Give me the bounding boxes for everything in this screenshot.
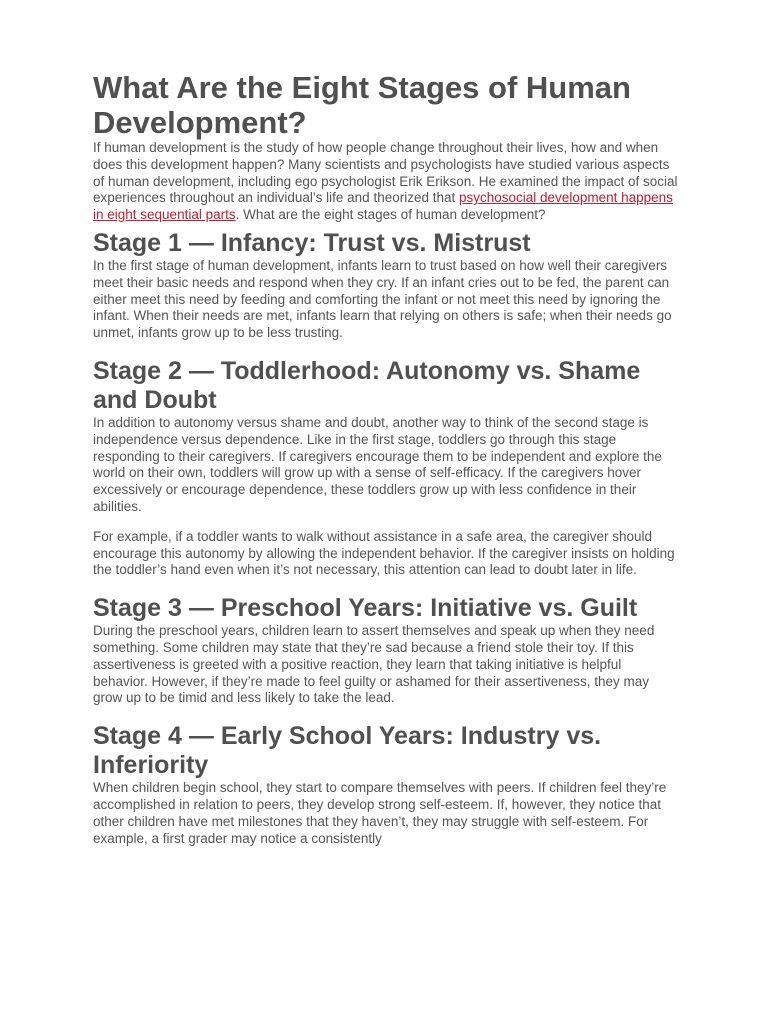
intro-paragraph [93, 140, 678, 224]
stage-1-paragraph-1: In the first stage of human development, infants learn to trust based on how well their caregivers meet their basic needs and respond when they cry. If an infant cries out to be fed, the parent can either meet this need by feeding and comforting the infant or not meet this need by ignoring the infant. When their needs are met, infants learn that relying on others is safe; when their needs go unmet, infants grow up to be less trusting. [93, 257, 672, 341]
stage-3-section [93, 594, 678, 707]
stage-2-section [93, 357, 678, 579]
stage-2-heading: Stage 2 — Toddlerhood: Autonomy vs. Shame and Doubt [93, 356, 641, 414]
stage-4-heading: Stage 4 — Early School Years: Industry vs. Inferiority [93, 722, 602, 780]
stage-4-section [93, 722, 678, 847]
stage-1-heading: Stage 1 — Infancy: Trust vs. Mistrust [93, 228, 531, 257]
stage-4-paragraph-1: When children begin school, they start to compare themselves with peers. If children feel they’re accomplished in relation to peers, they develop strong self-esteem. If, however, they notice that other children have met milestones that they haven’t, they may struggle with self-esteem. For example, a first grader may notice a consistently [93, 780, 667, 846]
intro-text-before-link: If human development is the study of how people change throughout their lives, how and when does this development happen? Many scientists and psychologists have studied various aspects of human development, including ego psychologist Erik Erikson. He examined the impact of social experiences throughout an individual’s life and theorized that [93, 140, 678, 206]
stage-2-paragraph-2: For example, if a toddler wants to walk without assistance in a safe area, the caregiver should encourage this autonomy by allowing the independent behavior. If the caregiver insists on holding the toddler’s hand even when it’s not necessary, this attention can lead to doubt later in life. [93, 528, 675, 578]
stage-2-paragraph-1: In addition to autonomy versus shame and doubt, another way to think of the second stage is independence versus dependence. Like in the first stage, toddlers go through this stage responding to their caregivers. If caregivers encourage them to be independent and explore the world on their own, toddlers will grow up with a sense of self-efficacy. If the caregivers hover excessively or encourage dependence, these toddlers grow up with less confidence in their abilities. [93, 414, 662, 514]
stage-3-heading: Stage 3 — Preschool Years: Initiative vs. Guilt [93, 594, 638, 623]
stage-3-paragraph-1: During the preschool years, children learn to assert themselves and speak up when they need something. Some children may state that they’re sad because a friend stole their toy. If this assertiveness is greeted with a positive reaction, they learn that taking initiative is helpful behavior. However, if they’re made to feel guilty or ashamed for their assertiveness, they may grow up to be timid and less likely to take the lead. [93, 623, 655, 706]
psychosocial-development-link[interactable]: psychosocial development happens in eight sequential parts [93, 190, 673, 223]
page-title: What Are the Eight Stages of Human Development? [93, 70, 631, 140]
intro-text-after-link: . What are the eight stages of human development? [235, 207, 546, 223]
stage-1-section [93, 229, 678, 342]
article [93, 70, 678, 847]
